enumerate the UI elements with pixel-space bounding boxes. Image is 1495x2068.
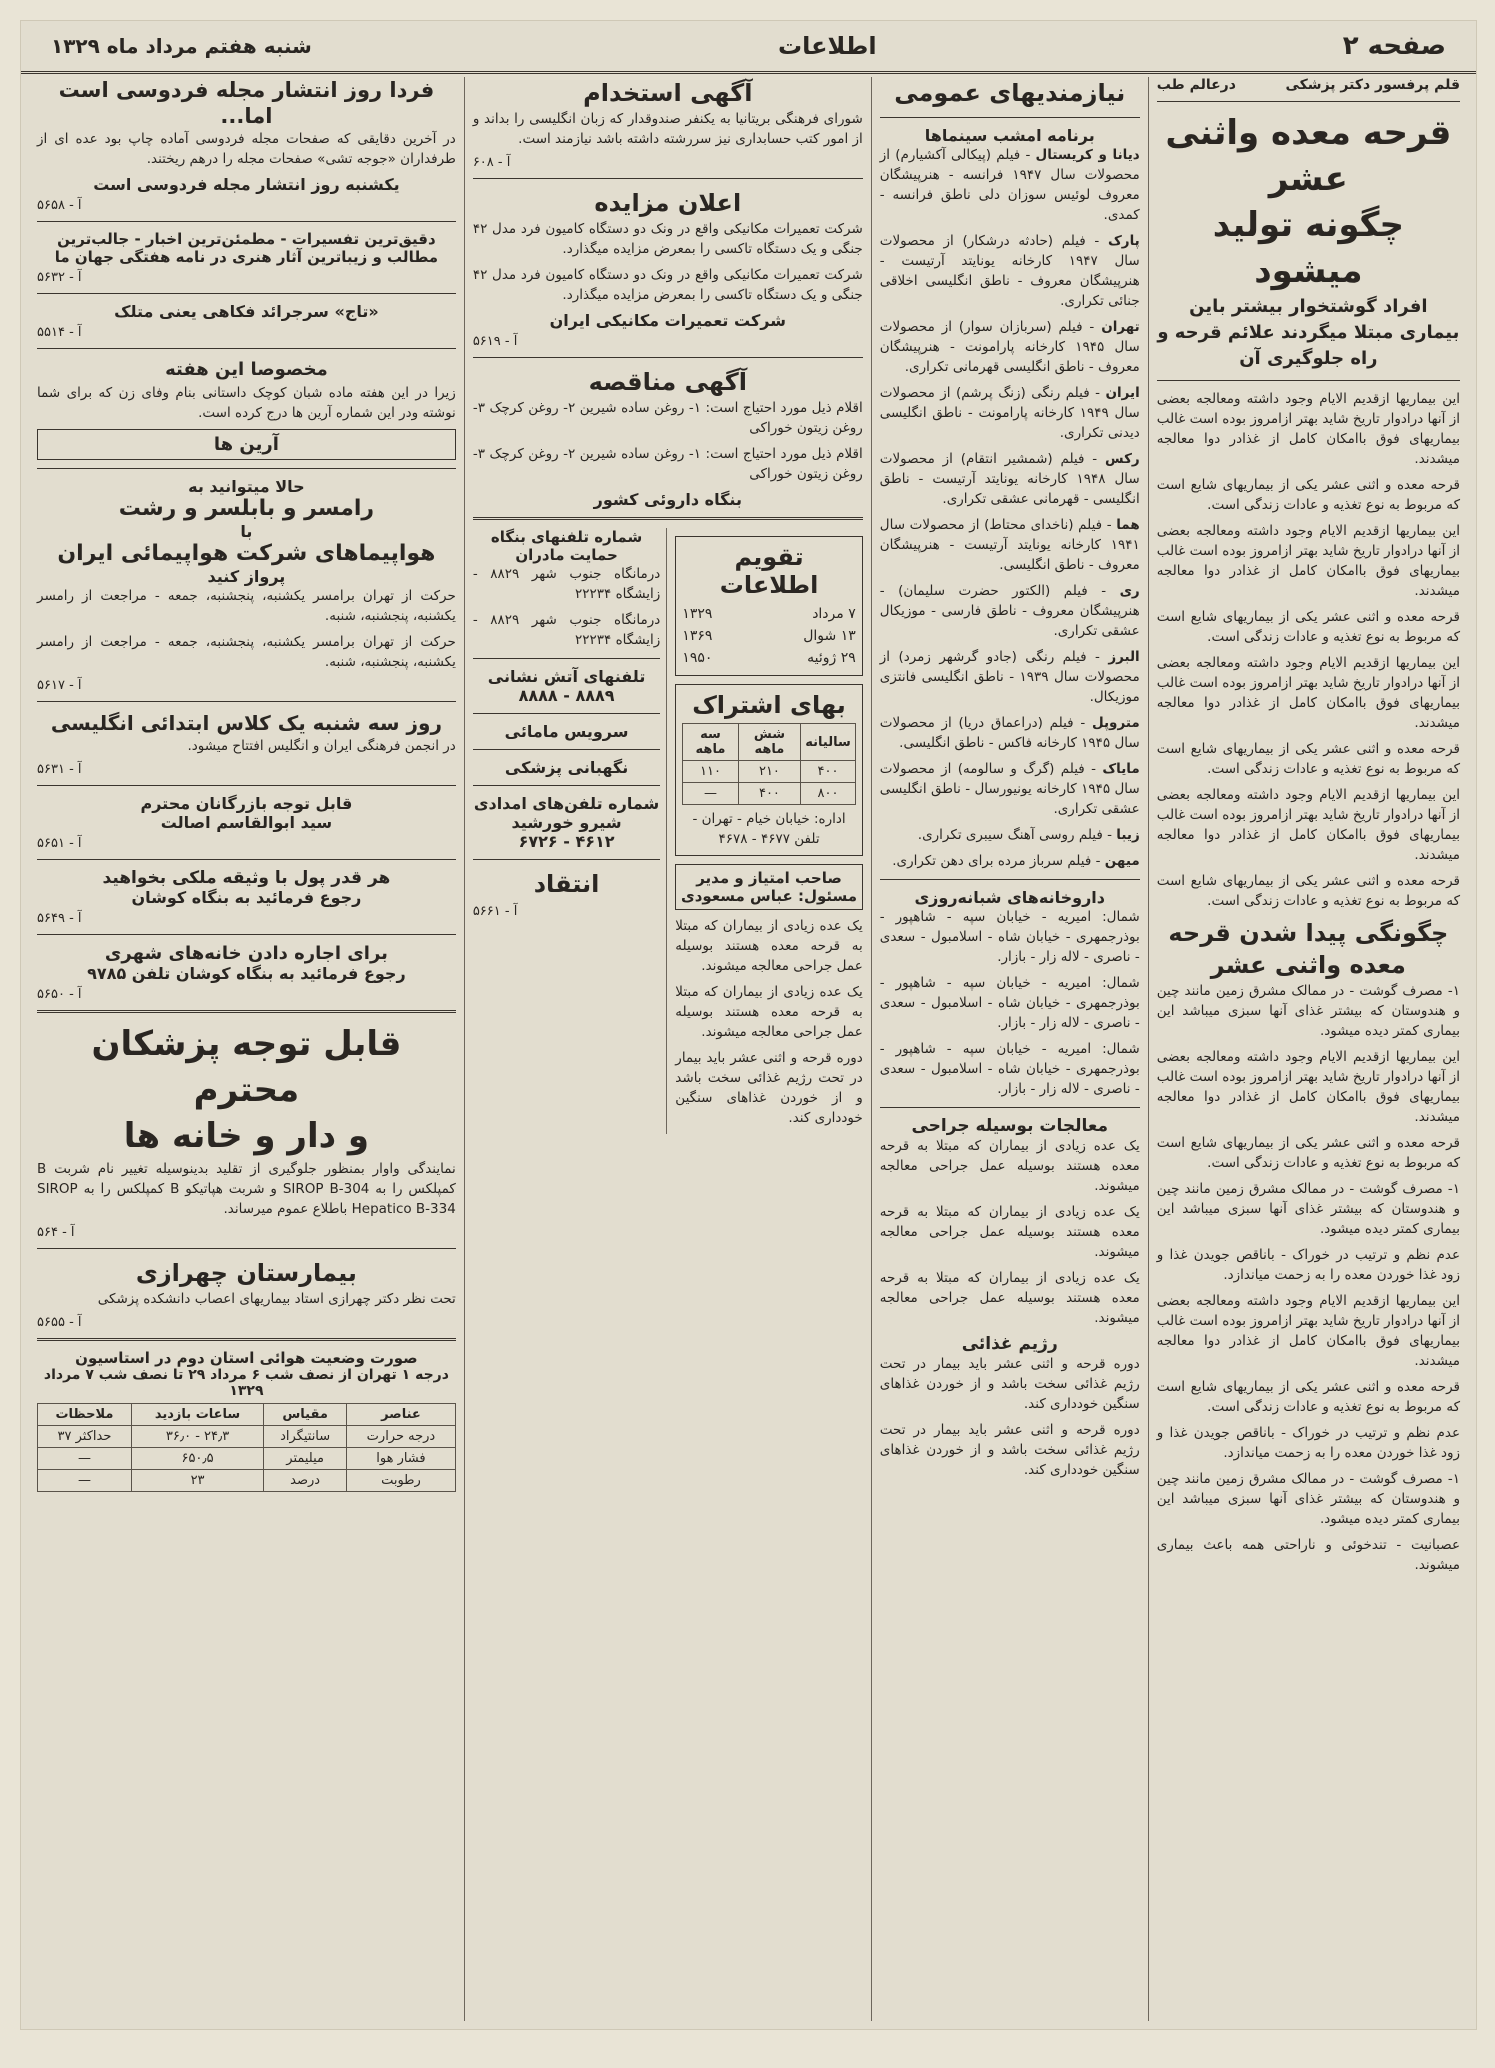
cinema-list [880, 145, 1140, 871]
ad-signature: سید ابوالقاسم اصالت [160, 813, 333, 832]
ad-code: آ - ۵۶۵۵ [37, 1315, 82, 1330]
air-ad-mid: با [240, 522, 253, 541]
article-tag: درعالم طب [1156, 77, 1236, 93]
auction-signature: شرکت تعمیرات مکانیکی ایران [549, 311, 786, 330]
medical-watch-title: نگهبانی پزشکی [504, 758, 629, 777]
list-item: متروپل - فیلم (دراعماق دریا) از محصولات سال ۱۹۴۵ کارخانه فاکس - ناطق انگلیسی. [879, 715, 1140, 751]
ad-text: در انجمن فرهنگی ایران و انگلیس افتتاح میشود. [187, 738, 456, 754]
medical-article-column [1148, 77, 1468, 2021]
table-row: رطوبت درصد ۲۳ — [38, 1470, 456, 1492]
article-paragraph: قرحه معده و اثنی عشر یکی از بیماریهای شایع است که مربوط به نوع تغذیه و عادات زندگی است. [1156, 477, 1460, 513]
weather-table: عناصر مقیاس ساعات بازدید ملاحظات درجه حرارت سانتیگراد ۲۴٫۳ - ۳۶٫۰ حداکثر ۳۷ فشار هوا میلیمتر ۶۵۰٫۵ — رطوبت درصد ۲۳ — [37, 1403, 456, 1492]
article-paragraph: دوره قرحه و اثنی عشر باید بیمار در تحت رژیم غذائی سخت باشد و از خوردن غذاهای سنگین خودداری کند. [879, 1356, 1140, 1412]
publisher-line: صاحب امتیاز و مدیر مسئول: عباس مسعودی [675, 864, 862, 910]
article-paragraph: عصبانیت - تندخوئی و ناراحتی همه باعث بیماری میشوند. [1156, 1537, 1460, 1573]
subscription-table: سالیانه شش ماهه سه ماهه ۴۰۰ ۲۱۰ ۱۱۰ ۸۰۰ ۴۰۰ — [682, 723, 855, 805]
ad-title: دقیق‌ترین تفسیرات - مطمئن‌ترین اخبار - جالب‌ترین مطالب و زیباترین آثار هنری در نامه هفتگی جهان ما [54, 230, 439, 266]
page-number: صفحه ۲ [1342, 31, 1446, 61]
article-paragraph: عدم نظم و ترتیب در خوراک - باناقص جویدن غذا و زود غذا خوردن معده را به زحمت میاندازد. [1156, 1425, 1460, 1461]
ad-title: «تاج» سرجرائد فکاهی یعنی متلک [114, 302, 379, 321]
ad-title-2: و دار و خانه ها [123, 1116, 370, 1156]
ad-text: حرکت از تهران برامسر یکشنبه، پنجشنبه، جمعه - مراجعت از رامسر یکشنبه، پنجشنبه، شنبه. [37, 634, 456, 670]
air-ad-title-2: هواپیماهای شرکت هواپیمائی ایران [57, 541, 436, 566]
pharmacy-text: شمال: امیریه - خیابان سپه - شاهپور - بوذرجمهری - خیابان شاه - اسلامبول - سعدی - ناصری - لاله زار - بازار. [879, 975, 1140, 1031]
subscription-title: بهای اشتراک [692, 691, 846, 719]
list-item: رکس - فیلم (شمشیر انتقام) از محصولات سال ۱۹۴۸ کارخانه یونایتد آرتیست - ناطق انگلیسی - قهرمانی عشقی تکراری. [879, 451, 1140, 507]
article-paragraph: دوره قرحه و اثنی عشر باید بیمار در تحت رژیم غذائی سخت باشد و از خوردن غذاهای سنگین خودداری کند. [879, 1422, 1140, 1478]
weather-subtitle: درجه ۱ تهران از نصف شب ۶ مرداد ۲۹ تا نصف شب ۷ مرداد ۱۳۲۹ [43, 1367, 449, 1399]
ad-title: برای اجاره دادن خانه‌های شهری [104, 943, 388, 964]
notices-column [871, 77, 1148, 2021]
surgery-heading: معالجات بوسیله جراحی [911, 1116, 1108, 1136]
ad-code: آ - ۵۶۴۹ [37, 911, 82, 926]
ad-subtitle: یکشنبه روز انتشار مجله فردوسی است [93, 175, 400, 194]
list-item: البرز - فیلم رنگی (جادو گرشهر زمرد) از محصولات سال ۱۹۳۹ - ناطق انگلیسی فانتزی موزیکال. [879, 649, 1140, 705]
list-item: میهن - فیلم سرباز مرده برای دهن تکراری. [892, 853, 1140, 869]
ad-code: آ - ۶۰۸ [472, 155, 511, 170]
auction-text: شرکت تعمیرات مکانیکی واقع در ونک دو دستگاه کامیون فرد مدل ۴۲ جنگی و یک دستگاه تاکسی را بمعرض مزایده میگذارد. [472, 221, 863, 257]
article-paragraph: ۱- مصرف گوشت - در ممالک مشرق زمین مانند چین و هندوستان که بیشتر غذای آنها سبزی میباشد این بیماری کمتر دیده میشود. [1156, 983, 1460, 1039]
ad-text: در آخرین دقایقی که صفحات مجله فردوسی آماده چاپ بود عده ای از طرفداران «جوجه تشی» صفحات مجله را درهم ریختند. [37, 131, 456, 167]
ad-text: رجوع فرمائید به بنگاه کوشان [131, 888, 362, 907]
article-paragraph: ۱- مصرف گوشت - در ممالک مشرق زمین مانند چین و هندوستان که بیشتر غذای آنها سبزی میباشد این بیماری کمتر دیده میشود. [1156, 1181, 1460, 1237]
tender-text: اقلام ذیل مورد احتیاج است: ۱- روغن ساده شیرین ۲- روغن کرچک ۳- روغن زیتون خوراکی [472, 446, 863, 482]
table-row: درجه حرارت سانتیگراد ۲۴٫۳ - ۳۶٫۰ حداکثر ۳۷ [38, 1426, 456, 1448]
ad-text: نمایندگی واوار بمنظور جلوگیری از تقلید بدینوسیله تغییر نام شربت B کمپلکس را به SIROP B-304 و شربت هپاتیکو B کمپلکس را به SIROP Hepatico B-334 باطلاع عموم میرساند. [37, 1161, 456, 1217]
list-item: مایاک - فیلم (گرگ و سالومه) از محصولات سال ۱۹۴۵ کارخانه یونیورسال - ناطق انگلیسی عشقی تکراری. [879, 761, 1140, 817]
article-paragraph: دوره قرحه و اثنی عشر باید بیمار در تحت رژیم غذائی سخت باشد و از خوردن غذاهای سنگین خودداری کند. [675, 1050, 863, 1126]
fire-number: ۸۸۸۹ - ۸۸۸۸ [518, 686, 615, 705]
list-item: دیانا و کریستال - فیلم (پیکالی آکشیارم) از محصولات سال ۱۹۴۷ فرانسه - هنرپیشگان معروف لوئیس سوزان دلی ناطق فرانسه - کمدی. [879, 147, 1140, 223]
critique-title: انتقاد [533, 870, 600, 898]
article-paragraph: قرحه معده و اثنی عشر یکی از بیماریهای شایع است که مربوط به نوع تغذیه و عادات زندگی است. [1156, 609, 1460, 645]
table-row: فشار هوا میلیمتر ۶۵۰٫۵ — [38, 1448, 456, 1470]
ad-title: قابل توجه بازرگانان محترم [140, 794, 353, 813]
article-title-2: چگونه تولید میشود [1212, 205, 1404, 291]
article-paragraph: این بیماریها ازقدیم الایام وجود داشته ومعالجه بعضی از آنها درادوار تاریخ شاید بهتر ازامروز بوده است غالب بیماریهای فوق باامکان کامل از غذادر دوا معالجه میشدند. [1156, 1293, 1460, 1369]
subscription-box [675, 684, 862, 856]
ad-title: مخصوصا این هفته [165, 359, 328, 380]
tender-signature: بنگاه داروئی کشور [593, 490, 742, 509]
article-paragraph: قرحه معده و اثنی عشر یکی از بیماریهای شایع است که مربوط به نوع تغذیه و عادات زندگی است. [1156, 1135, 1460, 1171]
ad-text: رجوع فرمائید به بنگاه کوشان تلفن ۹۷۸۵ [87, 964, 406, 983]
office-address: اداره: خیابان خیام - تهران - تلفن ۴۶۷۷ - ۴۶۷۸ [692, 811, 846, 847]
ad-title: روز سه شنبه یک کلاس ابتدائی انگلیسی [50, 711, 442, 735]
list-item: ری - فیلم (الکتور حضرت سلیمان) - هنرپیشگان معروف - ناطق فارسی - موزیکال عشقی تکراری. [879, 583, 1140, 639]
newspaper-page [20, 20, 1477, 2030]
article-paragraph: یک عده زیادی از بیماران که مبتلا به قرحه معده هستند بوسیله عمل جراحی معالجه میشوند. [675, 918, 863, 974]
ad-text: زیرا در این هفته ماده شبان کوچک داستانی بنام وفای زن که برای شما نوشته ودر این شماره آرین ها درج کرده است. [37, 385, 456, 421]
article-paragraph: این بیماریها ازقدیم الایام وجود داشته ومعالجه بعضی از آنها درادوار تاریخ شاید بهتر ازامروز بوده است غالب بیماریهای فوق باامکان کامل از غذادر دوا معالجه میشدند. [1156, 523, 1460, 599]
article-paragraph: این بیماریها ازقدیم الایام وجود داشته ومعالجه بعضی از آنها درادوار تاریخ شاید بهتر ازامروز بوده است غالب بیماریهای فوق باامکان کامل از غذادر دوا معالجه میشدند. [1156, 391, 1460, 467]
article-paragraph: این بیماریها ازقدیم الایام وجود داشته ومعالجه بعضی از آنها درادوار تاریخ شاید بهتر ازامروز بوده است غالب بیماریهای فوق باامکان کامل از غذادر دوا معالجه میشدند. [1156, 1049, 1460, 1125]
calendar-title: تقویم اطلاعات [719, 543, 819, 599]
list-item: زیبا - فیلم روسی آهنگ سیبری تکراری. [917, 827, 1140, 843]
notices-title: نیازمندیهای عمومی [894, 79, 1126, 107]
newspaper-name: اطلاعات [777, 32, 877, 60]
ad-code: آ - ۵۶۳۲ [37, 270, 82, 285]
article-subtitle: افراد گوشتخوار بیشتر باین بیماری مبتلا میگردند علائم قرحه و راه جلوگیری آن [1157, 296, 1460, 369]
cinema-list-title: برنامه امشب سینماها [924, 126, 1095, 145]
calendar-row: ۷ مرداد ۱۳۲۹ [682, 606, 856, 622]
pharmacy-text: شمال: امیریه - خیابان سپه - شاهپور - بوذرجمهری - خیابان شاه - اسلامبول - سعدی - ناصری - لاله زار - بازار. [879, 909, 1140, 965]
job-ad-title: آگهی استخدام [583, 79, 753, 107]
list-item: هما - فیلم (ناخدای محتاط) از محصولات سال ۱۹۴۱ کارخانه یونایتد آرتیست - هنرپیشگان معروف - ناطق انگلیسی. [879, 517, 1140, 573]
article-paragraph: قرحه معده و اثنی عشر یکی از بیماریهای شایع است که مربوط به نوع تغذیه و عادات زندگی است. [1156, 1379, 1460, 1415]
article-paragraph: یک عده زیادی از بیماران که مبتلا به قرحه معده هستند بوسیله عمل جراحی معالجه میشوند. [675, 984, 863, 1040]
auction-text: شرکت تعمیرات مکانیکی واقع در ونک دو دستگاه کامیون فرد مدل ۴۲ جنگی و یک دستگاه تاکسی را بمعرض مزایده میگذارد. [472, 267, 863, 303]
ad-title: قابل توجه پزشکان محترم [91, 1024, 402, 1110]
fire-title: تلفنهای آتش نشانی [487, 667, 646, 686]
tender-text: اقلام ذیل مورد احتیاج است: ۱- روغن ساده شیرین ۲- روغن کرچک ۳- روغن زیتون خوراکی [472, 400, 863, 436]
auction-title: اعلان مزایده [594, 189, 742, 217]
article-paragraph: یک عده زیادی از بیماران که مبتلا به قرحه معده هستند بوسیله عمل جراحی معالجه میشوند. [879, 1138, 1140, 1194]
ad-code: آ - ۵۶۱۹ [472, 334, 518, 349]
hospital-title: بیمارستان چهرازی [135, 1259, 357, 1287]
page-header [21, 21, 1476, 74]
calendar-box [675, 536, 862, 676]
list-item: ایران - فیلم رنگی (زنگ پرشم) از محصولات سال ۱۹۴۹ کارخانه پارامونت - ناطق انگلیسی دیدنی تکراری. [879, 385, 1140, 441]
ad-code: آ - ۵۶۱۷ [37, 678, 82, 693]
ad-code: آ - ۵۶۵۱ [37, 836, 82, 851]
article-paragraph: این بیماریها ازقدیم الایام وجود داشته ومعالجه بعضی از آنها درادوار تاریخ شاید بهتر ازامروز بوده است غالب بیماریهای فوق باامکان کامل از غذادر دوا معالجه میشدند. [1156, 655, 1460, 731]
ad-text: حرکت از تهران برامسر یکشنبه، پنجشنبه، جمعه - مراجعت از رامسر یکشنبه، پنجشنبه، شنبه. [37, 588, 456, 624]
diet-heading: رژیم غذائی [961, 1334, 1058, 1354]
list-item: پارک - فیلم (حادثه درشکار) از محصولات سال ۱۹۴۷ کارخانه یونایتد آرتیست - هنرپیشگان معروف - ناطق انگلیسی اخلاقی جنائی تکراری. [879, 233, 1140, 309]
section-heading: چگونگی پیدا شدن قرحه معده واثنی عشر [1168, 919, 1449, 979]
article-paragraph: یک عده زیادی از بیماران که مبتلا به قرحه معده هستند بوسیله عمل جراحی معالجه میشوند. [879, 1204, 1140, 1260]
phones-text: درمانگاه جنوب شهر ۸۸۲۹ - زایشگاه ۲۲۲۳۴ [472, 566, 661, 602]
ad-title: فردا روز انتشار مجله فردوسی است اما... [58, 78, 435, 128]
pharmacy-text: شمال: امیریه - خیابان سپه - شاهپور - بوذرجمهری - خیابان شاه - اسلامبول - سعدی - ناصری - لاله زار - بازار. [879, 1041, 1140, 1097]
phones-title: شماره تلفنهای بنگاه حمایت مادران [490, 528, 643, 564]
ads-column [464, 77, 871, 2021]
article-paragraph: قرحه معده و اثنی عشر یکی از بیماریهای شایع است که مربوط به نوع تغذیه و عادات زندگی است. [1156, 741, 1460, 777]
relief-title: شماره تلفن‌های امدادی شیرو خورشید [473, 794, 660, 832]
tender-title: آگهی مناقصه [588, 368, 747, 396]
issue-date: شنبه هفتم مرداد ماه ۱۳۲۹ [51, 34, 312, 58]
air-ad-pre: حالا میتوانید به [188, 477, 305, 496]
pharmacy-title: داروخانه‌های شبانه‌روزی [914, 888, 1105, 907]
article-paragraph: این بیماریها ازقدیم الایام وجود داشته ومعالجه بعضی از آنها درادوار تاریخ شاید بهتر ازامروز بوده است غالب بیماریهای فوق باامکان کامل از غذادر دوا معالجه میشدند. [1156, 787, 1460, 863]
article-paragraph: قرحه معده و اثنی عشر یکی از بیماریهای شایع است که مربوط به نوع تغذیه و عادات زندگی است. [1156, 873, 1460, 909]
article-byline: قلم پرفسور دکتر پزشکی [1285, 77, 1460, 93]
list-item: تهران - فیلم (سربازان سوار) از محصولات سال ۱۹۴۵ کارخانه پارامونت - هنرپیشگان معروف - ناطق انگلیسی قهرمانی تکراری. [879, 319, 1140, 375]
ad-title: هر قدر پول با وثیقه ملکی بخواهید [102, 868, 391, 888]
job-ad-text: شورای فرهنگی بریتانیا به یکنفر صندوقدار که زبان انگلیسی را بداند و از امور کتب حسابداری نیز سررشته داشته باشد نیازمند است. [472, 111, 863, 147]
calendar-row: ۲۹ ژوئیه ۱۹۵۰ [682, 650, 856, 666]
ad-code: آ - ۵۵۱۴ [37, 325, 82, 340]
ad-code: آ - ۵۶۵۸ [37, 198, 82, 213]
ad-code: آ - ۵۶۶۱ [472, 904, 518, 919]
air-ad-sub: پرواز کنید [207, 567, 286, 586]
article-paragraph: یک عده زیادی از بیماران که مبتلا به قرحه معده هستند بوسیله عمل جراحی معالجه میشوند. [879, 1270, 1140, 1326]
calendar-row: ۱۳ شوال ۱۳۶۹ [682, 628, 856, 644]
brand-box: آرین ها [37, 429, 456, 460]
article-title: قرحه معده واثنی عشر [1165, 113, 1452, 199]
columns [29, 77, 1468, 2021]
midwife-title: سرویس مامائی [504, 722, 629, 741]
ad-text: تحت نظر دکتر چهرازی استاد بیماریهای اعصاب دانشکده پزشکی [97, 1291, 456, 1307]
air-ad-title: رامسر و بابلسر و رشت [118, 496, 375, 521]
classifieds-column [29, 77, 464, 2021]
article-paragraph: ۱- مصرف گوشت - در ممالک مشرق زمین مانند چین و هندوستان که بیشتر غذای آنها سبزی میباشد این بیماری کمتر دیده میشود. [1156, 1471, 1460, 1527]
phones-text: درمانگاه جنوب شهر ۸۸۲۹ - زایشگاه ۲۲۲۳۴ [472, 612, 661, 648]
ad-code: آ - ۵۶۵۰ [37, 987, 82, 1002]
relief-number: ۴۶۱۲ - ۶۷۲۶ [518, 832, 615, 851]
ad-code: آ - ۵۶۴ [37, 1225, 75, 1240]
ad-code: آ - ۵۶۳۱ [37, 762, 82, 777]
weather-title: صورت وضعیت هوائی استان دوم در استاسیون [75, 1349, 418, 1367]
article-paragraph: عدم نظم و ترتیب در خوراک - باناقص جویدن غذا و زود غذا خوردن معده را به زحمت میاندازد. [1156, 1247, 1460, 1283]
